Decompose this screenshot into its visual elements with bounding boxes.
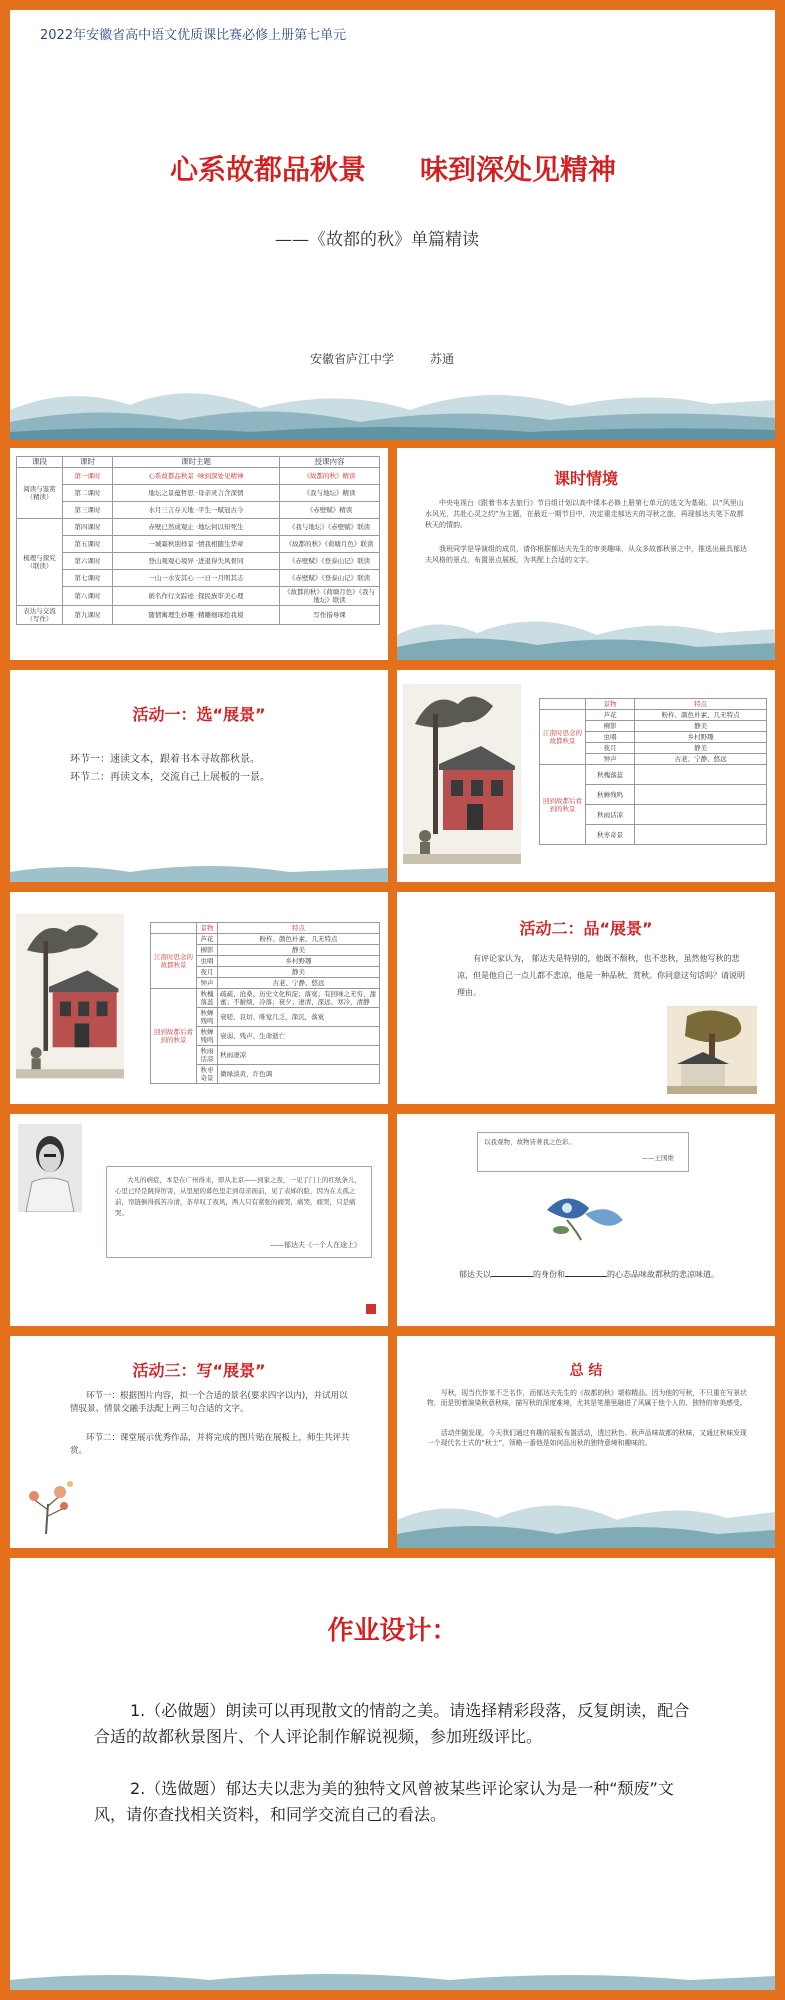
situation-paragraph-1: 中央电视台《跟着书本去旅行》节目组计划以高中课本必修上册第七单元的选文为基础，以“风里山水风光，共赴心灵之约”为主题，在最近一期节目中，决定重走郁达夫的寻秋之旅，再现郁达夫笔下故都秋天的情韵。 [425, 499, 744, 529]
schedule-header: 授课内容 [280, 457, 380, 468]
schedule-period: 第六课时 [63, 553, 113, 570]
scenery-cell [635, 805, 767, 825]
scenery-cell: 钟声 [197, 978, 218, 989]
schedule-period: 第四课时 [63, 519, 113, 536]
scenery-row [151, 934, 380, 945]
schedule-period: 第二课时 [63, 485, 113, 502]
schedule-theme: 一城霜秋别样景 ·情我相随生华章 [113, 536, 280, 553]
scenery-group: 江南时思念的故都秋景 [151, 934, 197, 989]
quote2-source: ——王国维 [641, 1154, 674, 1162]
activity2-text: 有评论家认为， 郁达夫是特别的，他既不颓秋，也不悲秋，虽然他写秋的悲凉，但是他自己一点儿都不悲凉，他是一种品秋、赏秋。你同意这句话吗？请说明理由。 [457, 954, 745, 997]
summary-paragraph-1: 写秋，现当代作家不乏名作，而郁达夫先生的《故都的秋》堪称精品。因为他的写秋，不只重在写景状物，而是别着演染秋意秋味，描写秋的深度难境，尤其是笔墨里融进了风属于他个人的、独特的审美感受。 [427, 1389, 747, 1407]
schedule-period: 第一课时 [63, 468, 113, 485]
scenery-group: 回到故都后看到的秋景 [540, 765, 586, 845]
homework-title: 作业设计： [327, 1616, 458, 1646]
title-left: 心系故都品秋景 [170, 153, 367, 186]
scenery-cell: 秋枣奇景 [586, 825, 635, 845]
schedule-table [16, 456, 380, 625]
quote2-slide [397, 1114, 775, 1326]
schedule-row [17, 519, 380, 536]
scenery-header [151, 923, 197, 934]
schedule-segment: 表达与交流（写作） [17, 606, 63, 625]
schedule-row [17, 570, 380, 587]
scenery-header: 景物 [586, 699, 635, 710]
blank-mood[interactable] [565, 1276, 607, 1277]
scenery-cell: 疏疏、沧桑、历史文化积淀；落寞；有回味之无穷，甜蜜；不耐烦，冷落；衰夕；凄清、深远、寒冷，清静 [218, 989, 380, 1008]
scenery-cell: 粉杵、颜色朴素、几无特点 [218, 934, 380, 945]
schedule-theme: 地坛之景蕴哲思 ·母亲灵言含深情 [113, 485, 280, 502]
seal-icon [366, 1304, 376, 1314]
schedule-row [17, 553, 380, 570]
scenery-cell: 虫唱 [197, 956, 218, 967]
mountain-ink-painting [10, 370, 775, 440]
scenery-header: 特点 [635, 699, 767, 710]
author-name: 苏通 [430, 352, 455, 366]
scenery-cell: 乡村野趣 [635, 732, 767, 743]
scenery-cell: 秋枣奇景 [197, 1065, 218, 1084]
scenery-table-slide [397, 670, 775, 882]
scenery-cell: 静美 [635, 721, 767, 732]
scenery-cell: 秋槐落蕊 [197, 989, 218, 1008]
activity1-slide [10, 670, 388, 882]
schedule-period: 第三课时 [63, 502, 113, 519]
scenery-header-row [540, 699, 767, 710]
fill-middle: 的身份和 [533, 1270, 565, 1279]
schedule-period: 第九课时 [63, 606, 113, 625]
scenery-cell: 秋雨凄凉 [218, 1046, 380, 1065]
activity3-step2: 环节二：课堂展示优秀作品，并将完成的图片贴在展板上，师生共评共赏。 [70, 1433, 350, 1456]
fill-suffix: 的心态品味故都秋的悲凉味道。 [607, 1270, 719, 1279]
old-house-illustration [16, 906, 124, 1086]
scenery-cell: 静美 [218, 967, 380, 978]
scenery-header: 特点 [218, 923, 380, 934]
schedule-content: 《故都的秋》精读 [280, 468, 380, 485]
scenery-row [540, 765, 767, 785]
tree-house-painting [667, 1006, 757, 1094]
scenery-cell [635, 765, 767, 785]
scenery-table [539, 698, 767, 845]
scenery-row [151, 989, 380, 1008]
activity2-title: 活动二：品“展景” [519, 919, 653, 938]
scenery-cell: 夜月 [586, 743, 635, 754]
scenery-cell: 夜月 [197, 967, 218, 978]
scenery-header: 景物 [197, 923, 218, 934]
subtitle: ——《故都的秋》单篇精读 [275, 230, 479, 250]
quote-slide [10, 1114, 388, 1326]
autumn-tree-painting [18, 1476, 78, 1536]
scenery-cell: 衰弱、残声、生命逝亡 [218, 1027, 380, 1046]
schedule-period: 第七课时 [63, 570, 113, 587]
scenery-cell: 钟声 [586, 754, 635, 765]
scenery-cell: 秋蝉残鸣 [197, 1008, 218, 1027]
schedule-content: 《我与地坛》《赤壁赋》联读 [280, 519, 380, 536]
mountain-ink-painting [397, 605, 775, 660]
schedule-period: 第八课时 [63, 587, 113, 606]
scenery-cell: 秋雨话凉 [197, 1046, 218, 1065]
quote2-text: 以我观物，故物皆著我之色彩。 [484, 1138, 575, 1146]
summary-slide [397, 1336, 775, 1548]
situation-paragraph-2: 我班同学是导演组的成员，请你根据郁达夫先生的审美趣味，从众多故都秋景之中，推选出最具郁达夫风格的景点，布置景点展板，为其配上合适的文字。 [425, 545, 747, 564]
scenery-cell: 秋蝉残鸣 [586, 785, 635, 805]
scenery-header [540, 699, 586, 710]
morning-glory-flower-icon [537, 1180, 627, 1242]
homework-item-2: 2.（选做题）郁达夫以悲为美的独特文风曾被某些评论家认为是一种“颓废”文风，请你查找相关资料，和同学交流自己的看法。 [94, 1779, 674, 1824]
scenery-cell: 秋槐落蕊 [586, 765, 635, 785]
scenery-cell [635, 785, 767, 805]
quote-text: 大凡的病症，本是在广州得来，即从北京——到家之夜，一见了门上的红纸条儿，心里已经是跳得厉害，从里屋的暮色里走到母亲面前，见了表姊的脸，因为在太孤之前，帘链倒得孤苦冷清，茶草叹了夜风，两人只有紧张的痛哭，痛哭，痛哭，只是痛哭。 [115, 1176, 361, 1217]
schedule-row [17, 468, 380, 485]
schedule-content: 《故都的秋》《荷塘月色》《我与地坛》联读 [280, 587, 380, 606]
schedule-theme: 水月三言存天地 ·平生一赋冠古今 [113, 502, 280, 519]
schedule-content: 《我与地坛》精读 [280, 485, 380, 502]
scenery-cell: 乡村野趣 [218, 956, 380, 967]
schedule-theme: 心系故都品秋景 ·味到深处见精神 [113, 468, 280, 485]
schedule-content: 《故都的秋》《荷塘月色》联读 [280, 536, 380, 553]
title-right: 味到深处见精神 [420, 153, 617, 186]
schedule-theme: 一山一水安其心 ·一日一月明其志 [113, 570, 280, 587]
old-house-illustration [403, 684, 521, 864]
summary-paragraph-2: 活动伴随发现，今天我们通过有趣的展板布置活动，透过秋色、秋声品味故都的秋味，又通过秋味发现一个现代名士式的“秋士”，领略一番他是如何品出秋的独特意境和趣味的。 [427, 1429, 747, 1447]
activity1-title: 活动一：选“展景” [132, 705, 266, 724]
fill-prefix: 郁达夫以 [459, 1270, 491, 1279]
situation-slide [397, 448, 775, 660]
author-school: 安徽省庐江中学 [310, 352, 395, 366]
scenery-header-row [151, 923, 380, 934]
schedule-row [17, 485, 380, 502]
scenery-cell: 静美 [218, 945, 380, 956]
mountain-ink-painting [10, 860, 388, 882]
blank-identity[interactable] [491, 1276, 533, 1277]
quote-box [106, 1166, 372, 1258]
schedule-content: 写作指导课 [280, 606, 380, 625]
schedule-segment: 梳理与探究（联读） [17, 519, 63, 606]
schedule-slide [10, 448, 388, 660]
top-label: 2022年安徽省高中语文优质课比赛必修上册第七单元 [40, 28, 347, 43]
quote-source: ——郁达夫《一个人在途上》 [270, 1241, 361, 1249]
author-portrait [18, 1124, 82, 1212]
scenery-cell [635, 825, 767, 845]
schedule-segment: 阅读与鉴赏（精读） [17, 468, 63, 519]
title-slide [10, 10, 775, 440]
scenery-cell: 芦花 [197, 934, 218, 945]
scenery-table [150, 922, 380, 1084]
scenery-cell: 静美 [635, 743, 767, 754]
scenery-cell: 微绿淡黄，许色调 [218, 1065, 380, 1084]
homework-slide [10, 1558, 775, 1990]
scenery-group: 回到故都后看到的秋景 [151, 989, 197, 1084]
schedule-header: 课时 [63, 457, 113, 468]
scenery-cell: 古老、宁静、悠远 [218, 978, 380, 989]
fill-in-sentence [459, 1269, 719, 1280]
schedule-content: 《赤壁赋》《登泰山记》联读 [280, 570, 380, 587]
schedule-row [17, 536, 380, 553]
schedule-theme: 随情寓理生妙趣 ·精雕细琢绘我境 [113, 606, 280, 625]
schedule-content: 《赤壁赋》精读 [280, 502, 380, 519]
scenery-cell: 柳影 [197, 945, 218, 956]
scenery-cell: 古老、宁静、悠远 [635, 754, 767, 765]
schedule-content: 《赤壁赋》《登泰山记》联读 [280, 553, 380, 570]
activity3-step1: 环节一：根据图片内容，拟一个合适的景名(要求四字以内)，并试用以情驭景、情景交融手法配上两三句合适的文字。 [70, 1391, 348, 1414]
schedule-header: 课段 [17, 457, 63, 468]
scenery-cell: 虫唱 [586, 732, 635, 743]
schedule-row [17, 587, 380, 606]
homework-item-1: 1.（必做题）朗读可以再现散文的情韵之美。请选择精彩段落，反复朗读，配合合适的故都秋景图片、个人评论制作解说视频，参加班级评比。 [94, 1701, 690, 1746]
activity2-slide [397, 892, 775, 1104]
scenery-cell: 柳影 [586, 721, 635, 732]
activity3-title: 活动三：写“展景” [132, 1361, 266, 1380]
schedule-period: 第五课时 [63, 536, 113, 553]
scenery-cell: 秋雨话凉 [586, 805, 635, 825]
activity1-step1: 环节一：速读文本，跟着书本寻故都秋景。 [70, 754, 260, 765]
schedule-theme: 循名作行文踪迹 ·探民族审美心理 [113, 587, 280, 606]
schedule-row [17, 606, 380, 625]
mountain-ink-painting [10, 1968, 775, 1990]
scenery-cell: 粉杵、颜色朴素、几无特点 [635, 710, 767, 721]
scenery-group: 江南时思念的故都秋景 [540, 710, 586, 765]
mountain-ink-painting [397, 1490, 775, 1548]
scenery-table-filled-slide [10, 892, 388, 1104]
schedule-theme: 登山观观心境异 ·进退得失风骨同 [113, 553, 280, 570]
scenery-cell: 芦花 [586, 710, 635, 721]
scenery-cell: 秋蝉残鸣 [197, 1027, 218, 1046]
situation-title: 课时情境 [553, 469, 618, 488]
schedule-row [17, 502, 380, 519]
schedule-theme: 赤壁已然成观止 ·地坛何以知死生 [113, 519, 280, 536]
scenery-cell: 衰嗟、哀切、唯觉几乏，深沉，落寞 [218, 1008, 380, 1027]
scenery-row [540, 710, 767, 721]
summary-title: 总 结 [569, 1363, 603, 1379]
activity3-slide [10, 1336, 388, 1548]
quote2-box [477, 1132, 689, 1172]
schedule-header: 课时主题 [113, 457, 280, 468]
activity1-step2: 环节二：再读文本，交流自己上展板的一景。 [70, 772, 270, 783]
